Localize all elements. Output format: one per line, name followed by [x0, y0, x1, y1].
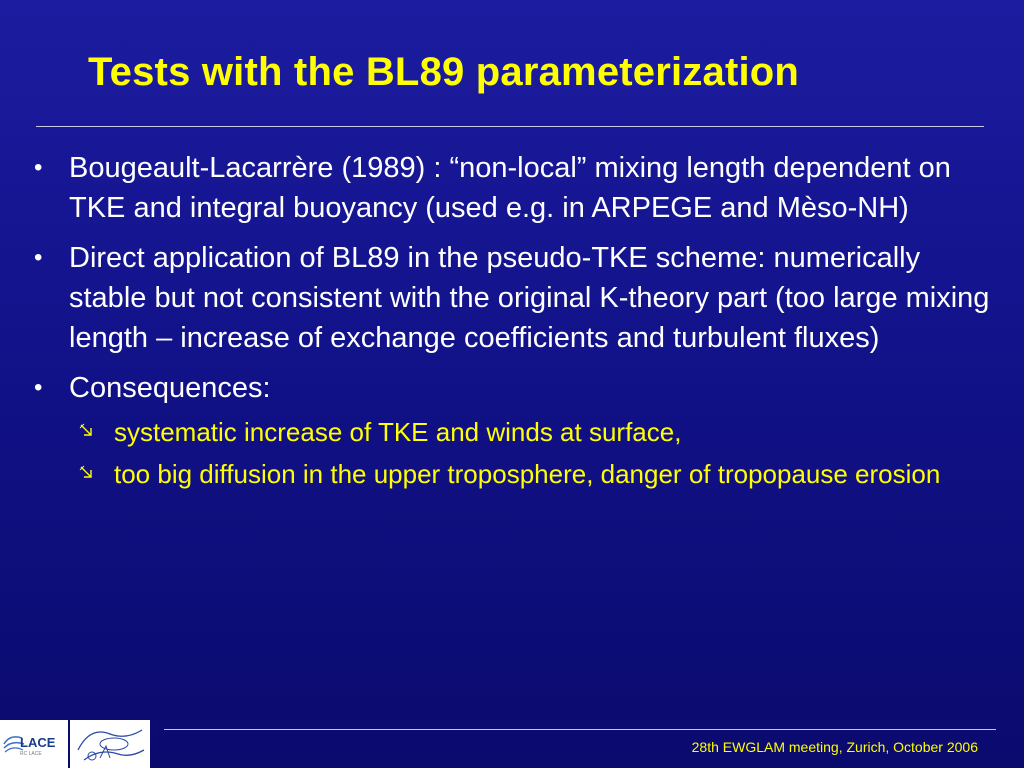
bullet-text: Consequences: — [69, 372, 271, 404]
bullet-dot-icon: • — [34, 244, 43, 271]
footer-divider — [164, 729, 996, 730]
lace-logo-sublabel: RC LACE — [20, 751, 42, 757]
bullet-item — [28, 148, 1003, 228]
bullet-item — [28, 368, 1003, 408]
aladin-logo-icon — [70, 720, 150, 768]
aladin-logo — [70, 720, 150, 768]
lace-logo-label: LACE — [20, 735, 56, 750]
bullet-text: Bougeault-Lacarrère (1989) : “non-local” mixing length dependent on TKE and integral buoyancy (used e.g. in ARPEGE and Mèso-NH) — [69, 152, 951, 224]
sub-bullet-text: too big diffusion in the upper troposphere, danger of tropopause erosion — [114, 459, 941, 489]
sub-bullet-item — [28, 412, 1003, 452]
bullet-dot-icon: • — [34, 154, 43, 181]
sub-bullet-text: systematic increase of TKE and winds at surface, — [114, 417, 682, 447]
slide-content — [28, 148, 1003, 496]
bullet-text: Direct application of BL89 in the pseudo-TKE scheme: numerically stable but not consistent with the original K-theory part (too large mixing length – increase of exchange coefficients and turbulent fluxes) — [69, 242, 990, 354]
arrow-bullet-icon — [78, 422, 96, 440]
title-divider — [36, 126, 984, 127]
bullet-item — [28, 238, 1003, 358]
slide-title: Tests with the BL89 parameterization — [88, 50, 800, 94]
footer-text: 28th EWGLAM meeting, Zurich, October 2006 — [691, 739, 978, 755]
bullet-dot-icon: • — [34, 374, 43, 401]
lace-logo — [0, 720, 68, 768]
sub-bullet-item — [28, 454, 1003, 494]
arrow-bullet-icon — [78, 464, 96, 482]
